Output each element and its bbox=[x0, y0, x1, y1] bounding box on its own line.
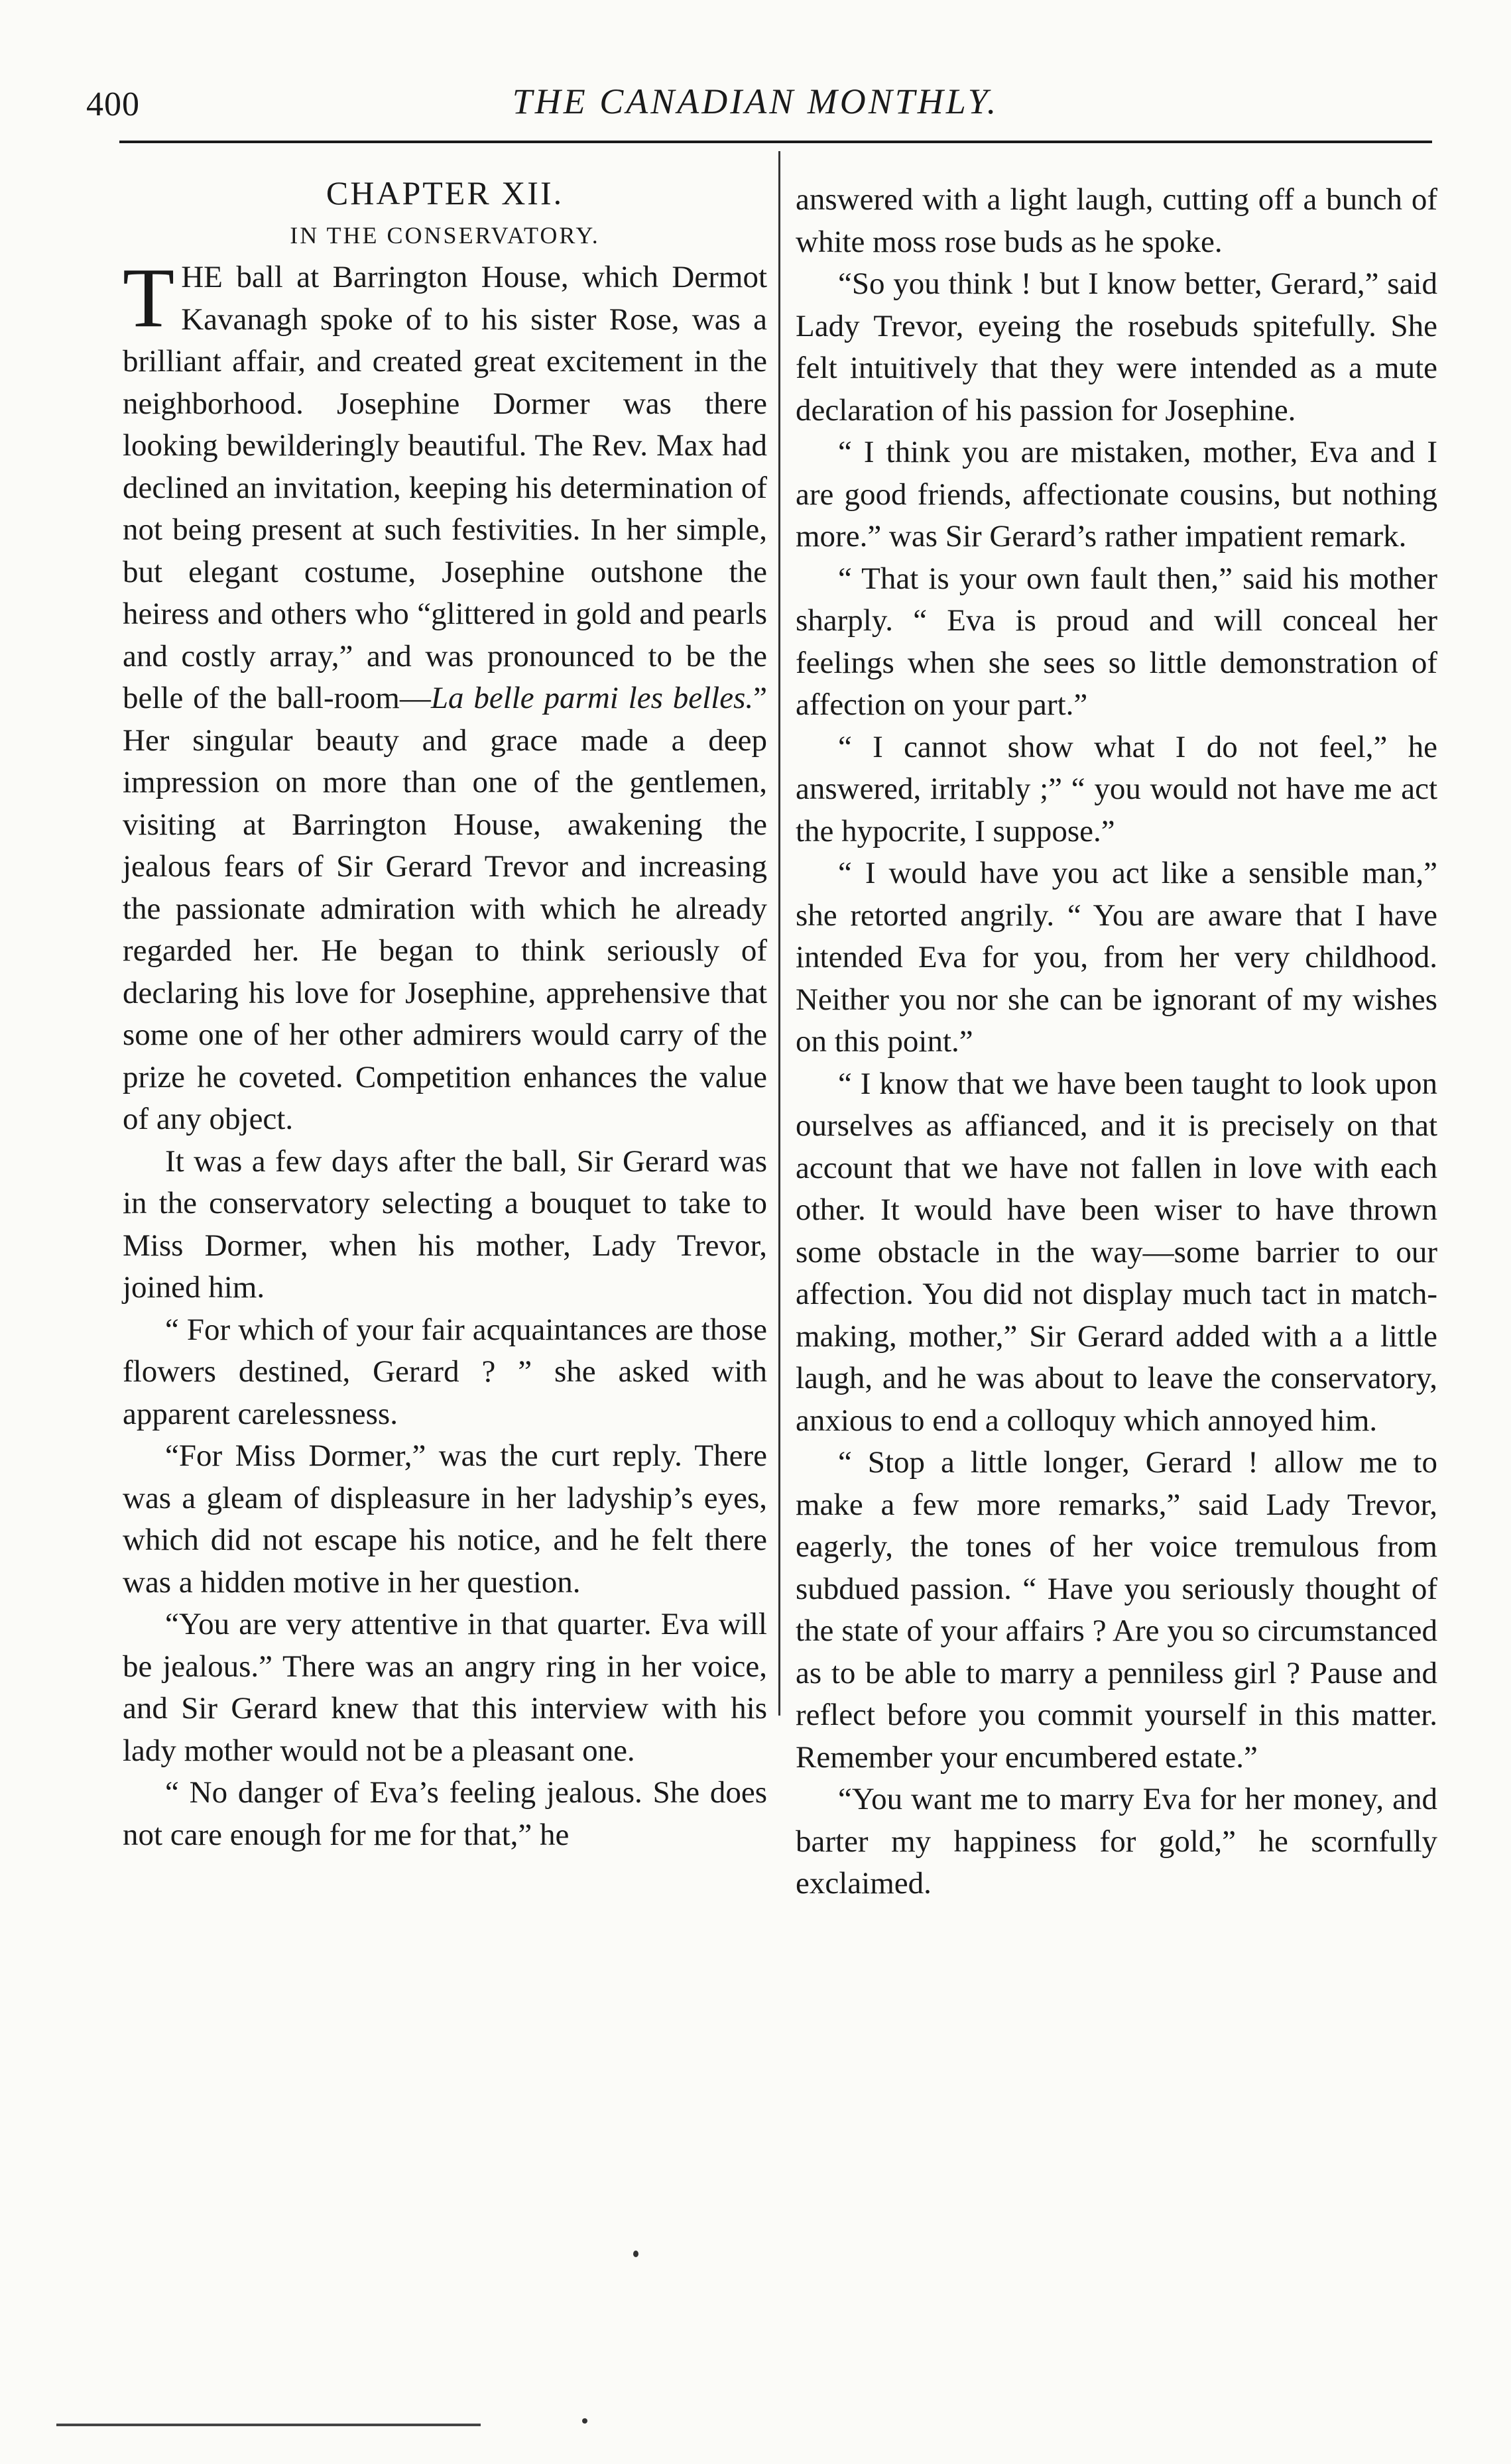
left-column bbox=[123, 172, 767, 1856]
chapter-subtitle: IN THE CONSERVATORY. bbox=[290, 221, 600, 249]
chapter-title: CHAPTER XII. bbox=[326, 174, 564, 211]
drop-cap: T bbox=[123, 251, 175, 345]
column-divider bbox=[778, 151, 780, 1716]
paragraph bbox=[123, 251, 767, 1141]
header-rule bbox=[119, 141, 1432, 143]
paragraph: “ For which of your fair acquaintances are those flowers destined, Gerard ? ” she asked with apparent carelessness. bbox=[123, 1312, 767, 1431]
paragraph: “You want me to marry Eva for her money, and barter my happiness for gold,” he scornfully exclaimed. bbox=[796, 1782, 1437, 1901]
paragraph-text: ” Her singular beauty and grace made a deep impression on more than one of the gentlemen, visiting at Barrington House, awakening the jealous fears of Sir Gerard Trevor and increasing the passionate admiration with which he already regarded her. He began to think seriously of declaring his love for Josephine, apprehensive that some one of her other admirers would carry of the prize he coveted. Competition enhances the value of any object. bbox=[123, 681, 767, 1136]
paragraph: “ I cannot show what I do not feel,” he answered, irritably ;” “ you would not have me act the hypocrite, I suppose.” bbox=[796, 729, 1437, 849]
paragraph: answered with a light laugh, cutting off a bunch of white moss rose buds as he spoke. bbox=[796, 182, 1437, 259]
paragraph: “ I would have you act like a sensible man,” she retorted angrily. “ You are aware that I have intended Eva for you, from her very childhood. Neither you nor she can be ignorant of my wishes on this point.” bbox=[796, 856, 1437, 1059]
paragraph: “ I know that we have been taught to look upon ourselves as affianced, and it is precisely on that account that we have not fallen in love with each other. It would have been wiser to have thrown some obstacle in the way—some barrier to our affection. You did not display much tact in match-making, mother,” Sir Gerard added with a a little laugh, and he was about to leave the conservatory, anxious to end a colloquy which annoyed him. bbox=[796, 1066, 1437, 1438]
paragraph-text: HE ball at Barrington House, which Dermot Kavanagh spoke of to his sister Rose, was a brilliant affair, and created great excitement in the neighborhood. Josephine Dormer was there looking bewilderingly beautiful. The Rev. Max had declined an invitation, keeping his determination of not being present at such festivities. In her simple, but elegant costume, Josephine outshone the heiress and others who “glittered in gold and pearls and costly array,” and was pronounced to be the belle of the ball-room— bbox=[123, 260, 767, 715]
paragraph: “ That is your own fault then,” said his mother sharply. “ Eva is proud and will conceal her feelings when she sees so little demonstration of affection on your part.” bbox=[796, 561, 1437, 722]
footer-rule bbox=[56, 2424, 481, 2426]
page-number: 400 bbox=[86, 86, 140, 123]
paragraph: “ Stop a little longer, Gerard ! allow me to make a few more remarks,” said Lady Trevor, eagerly, the tones of her voice tremulous from subdued passion. “ Have you seriously thought of the state of your affairs ? Are you so circumstanced as to be able to marry a penniless girl ? Pause and reflect before you commit yourself in this matter. Remember your encumbered estate.” bbox=[796, 1445, 1437, 1775]
paragraph: “For Miss Dormer,” was the curt reply. There was a gleam of displeasure in her ladyship’s eyes, which did not escape his notice, and he felt there was a hidden motive in her question. bbox=[123, 1438, 767, 1600]
paragraph: It was a few days after the ball, Sir Gerard was in the conservatory selecting a bouquet to take to Miss Dormer, when his mother, Lady Trevor, joined him. bbox=[123, 1144, 767, 1305]
italic-phrase: La belle parmi les belles. bbox=[430, 681, 754, 715]
paragraph: “ I think you are mistaken, mother, Eva and I are good friends, affectionate cousins, but nothing more.” was Sir Gerard’s rather impatient remark. bbox=[796, 435, 1437, 554]
paragraph: “You are very attentive in that quarter. Eva will be jealous.” There was an angry ring in her voice, and Sir Gerard knew that this interview with his lady mother would not be a pleasant one. bbox=[123, 1607, 767, 1768]
ink-speck bbox=[633, 2251, 638, 2257]
right-column bbox=[796, 179, 1437, 1905]
paragraph: “So you think ! but I know better, Gerard,” said Lady Trevor, eyeing the rosebuds spitefully. She felt intuitively that they were intended as a mute declaration of his passion for Josephine. bbox=[796, 266, 1437, 428]
journal-title: THE CANADIAN MONTHLY. bbox=[512, 82, 999, 121]
ink-speck bbox=[582, 2418, 587, 2424]
paragraph: “ No danger of Eva’s feeling jealous. She does not care enough for me for that,” he bbox=[123, 1775, 767, 1852]
